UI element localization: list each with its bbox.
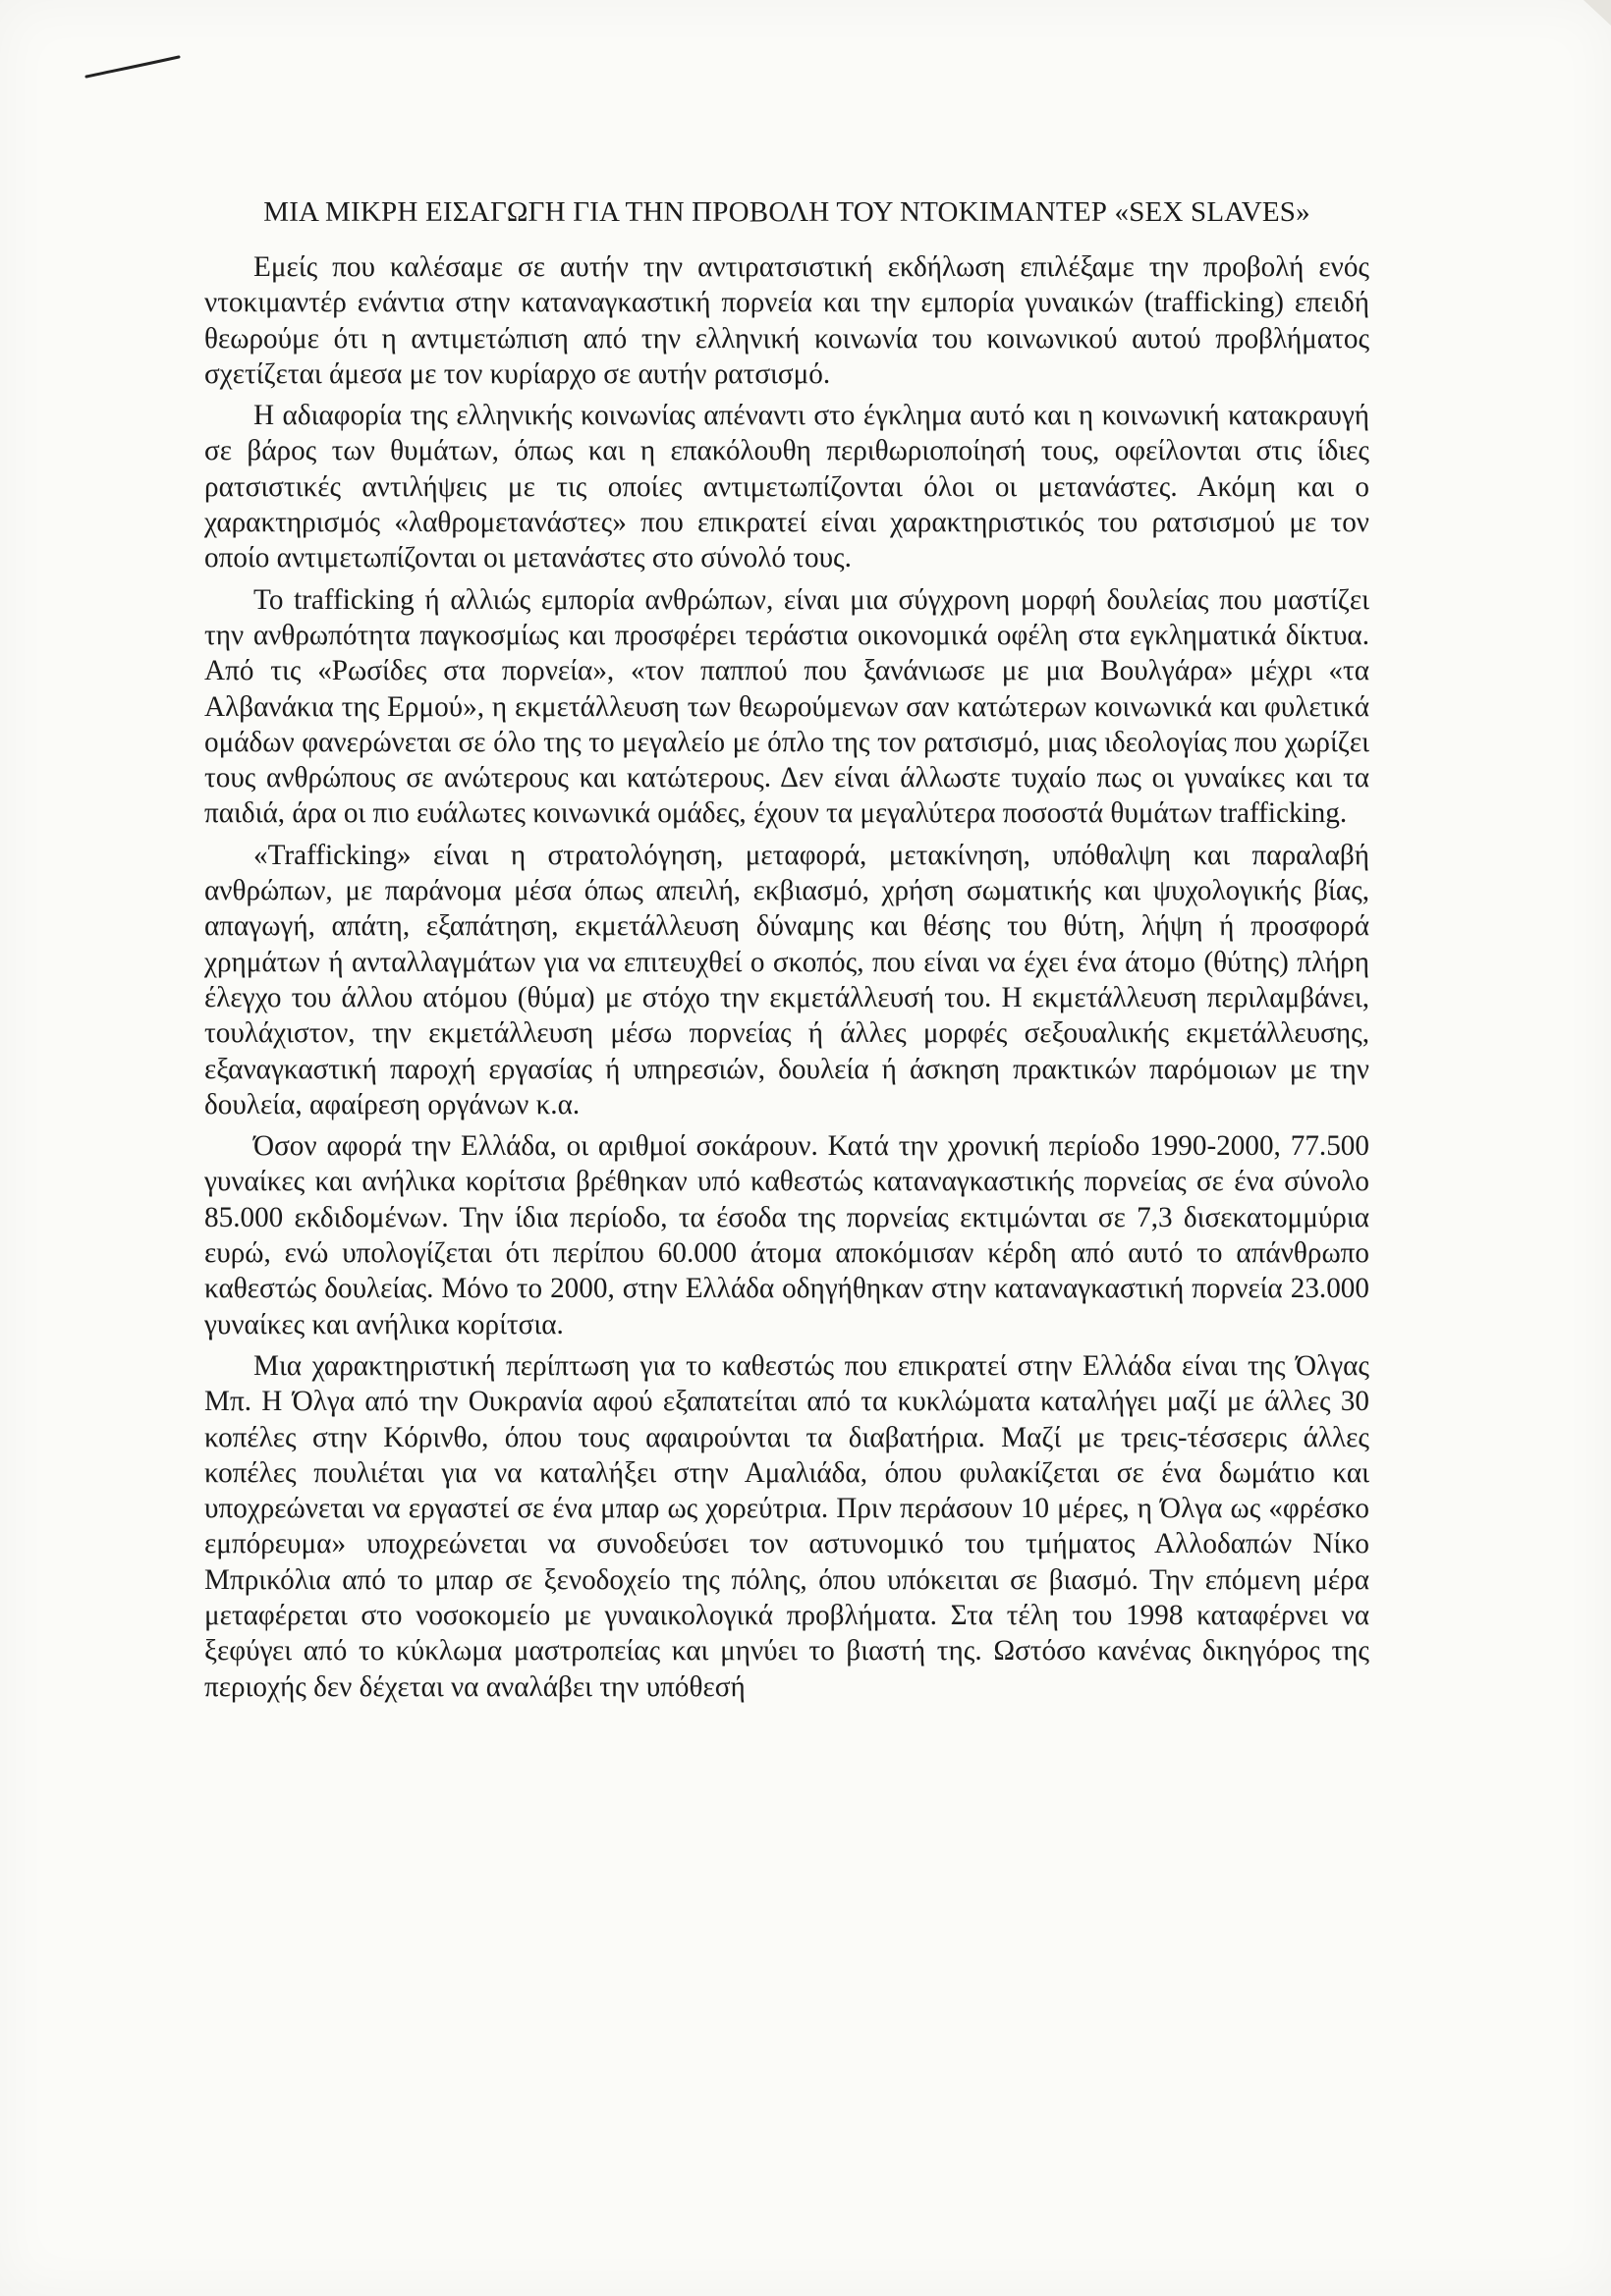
paragraph: Το trafficking ή αλλιώς εμπορία ανθρώπων, είναι μια σύγχρονη μορφή δουλείας που μαστίζει την ανθρωπότητα παγκοσμίως και προσφέρει τεράστια οικονομικά οφέλη στα εγκληματικά δίκτυα. Από τις «Ρωσίδες στα πορνεία», «τον παππού που ξανάνιωσε με μια Βουλγάρα» μέχρι «τα Αλβανάκια της Ερμού», η εκμετάλλευση των θεωρούμενων σαν κατώτερων κοινωνικά και φυλετικά ομάδων φανερώνεται σε όλο της το μεγαλείο με όπλο της τον ρατσισμό, μιας ιδεολογίας που χωρίζει τους ανθρώπους σε ανώτερους και κατώτερους. Δεν είναι άλλωστε τυχαίο πως οι γυναίκες και τα παιδιά, άρα οι πιο ευάλωτες κοινωνικά ομάδες, έχουν τα μεγαλύτερα ποσοστά θυμάτων trafficking. [204,583,1369,830]
paragraph: Όσον αφορά την Ελλάδα, οι αριθμοί σοκάρουν. Κατά την χρονική περίοδο 1990-2000, 77.500 γυναίκες και ανήλικα κορίτσια βρέθηκαν υπό καθεστώς καταναγκαστικής πορνείας σε ένα σύνολο 85.000 εκδιδομένων. Την ίδια περίοδο, τα έσοδα της πορνείας εκτιμώνται σε 7,3 δισεκατομμύρια ευρώ, ενώ υπολογίζεται ότι περίπου 60.000 άτομα αποκόμισαν κέρδη από αυτό το απάνθρωπο καθεστώς δουλείας. Μόνο το 2000, στην Ελλάδα οδηγήθηκαν στην καταναγκαστική πορνεία 23.000 γυναίκες και ανήλικα κορίτσια. [204,1130,1369,1340]
page-corner [1583,0,1611,26]
paragraph: «Trafficking» είναι η στρατολόγηση, μεταφορά, μετακίνηση, υπόθαλψη και παραλαβή ανθρώπων, με παράνομα μέσα όπως απειλή, εκβιασμό, χρήση σωματικής και ψυχολογικής βίας, απαγωγή, απάτη, εξαπάτηση, εκμετάλλευση δύναμης και θέσης του θύτη, λήψη ή προσφορά χρημάτων ή ανταλλαγμάτων για να επιτευχθεί ο σκοπός, που είναι να έχει ένα άτομο (θύτης) πλήρη έλεγχο του άλλου ατόμου (θύμα) με στόχο την εκμετάλλευσή του. Η εκμετάλλευση περιλαμβάνει, τουλάχιστον, την εκμετάλλευση μέσω πορνείας ή άλλες μορφές σεξουαλικής εκμετάλλευσης, εξαναγκαστική παροχή εργασίας ή υπηρεσιών, δουλεία ή άσκηση πρακτικών παρόμοιων με την δουλεία, αφαίρεση οργάνων κ.α. [204,839,1369,1121]
paragraph: Η αδιαφορία της ελληνικής κοινωνίας απέναντι στο έγκλημα αυτό και η κοινωνική κατακραυγή σε βάρος των θυμάτων, όπως και η επακόλουθη περιθωριοποίησή τους, οφείλονται στις ίδιες ρατσιστικές αντιλήψεις με τις οποίες αντιμετωπίζονται όλοι οι μετανάστες. Ακόμη και ο χαρακτηρισμός «λαθρομετανάστες» που επικρατεί είναι χαρακτηριστικός του ρατσισμού με τον οποίο αντιμετωπίζονται οι μετανάστες στο σύνολό τους. [204,400,1369,574]
paragraph: Μια χαρακτηριστική περίπτωση για το καθεστώς που επικρατεί στην Ελλάδα είναι της Όλγας Μπ. Η Όλγα από την Ουκρανία αφού εξαπατείται από τα κυκλώματα καταλήγει μαζί με άλλες 30 κοπέλες στην Κόρινθο, όπου τους αφαιρούνται τα διαβατήρια. Μαζί με τρεις-τέσσερις άλλες κοπέλες πουλιέται για να καταλήξει στην Αμαλιάδα, όπου φυλακίζεται σε ένα δωμάτιο και υποχρεώνεται να εργαστεί σε ένα μπαρ ως χορεύτρια. Πριν περάσουν 10 μέρες, η Όλγα ως «φρέσκο εμπόρευμα» υποχρεώνεται να συνοδεύσει τον αστυνομικό του τμήματος Αλλοδαπών Νίκο Μπρικόλια από το μπαρ σε ξενοδοχείο της πόλης, όπου υπόκειται σε βιασμό. Την επόμενη μέρα μεταφέρεται στο νοσοκομείο με γυναικολογικά προβλήματα. Στα τέλη του 1998 καταφέρνει να ξεφύγει από το κύκλωμα μαστροπείας και μηνύει το βιαστή της. Ωστόσο κανένας δικηγόρος της περιοχής δεν δέχεται να αναλάβει την υπόθεσή [204,1349,1369,1703]
paragraph: Εμείς που καλέσαμε σε αυτήν την αντιρατσιστική εκδήλωση επιλέξαμε την προβολή ενός ντοκιμαντέρ ενάντια στην καταναγκαστική πορνεία και την εμπορία γυναικών (trafficking) επειδή θεωρούμε ότι η αντιμετώπιση από την ελληνική κοινωνία του κοινωνικού αυτού προβλήματος σχετίζεται άμεσα με τον κυρίαρχο σε αυτήν ρατσισμό. [204,251,1369,390]
document-body [204,192,1369,1705]
pen-stroke-mark [84,53,183,92]
document-title: ΜΙΑ ΜΙΚΡΗ ΕΙΣΑΓΩΓΗ ΓΙΑ ΤΗΝ ΠΡΟΒΟΛΗ ΤΟΥ ΝΤΟΚΙΜΑΝΤΕΡ «SEX SLAVES» [263,196,1310,228]
